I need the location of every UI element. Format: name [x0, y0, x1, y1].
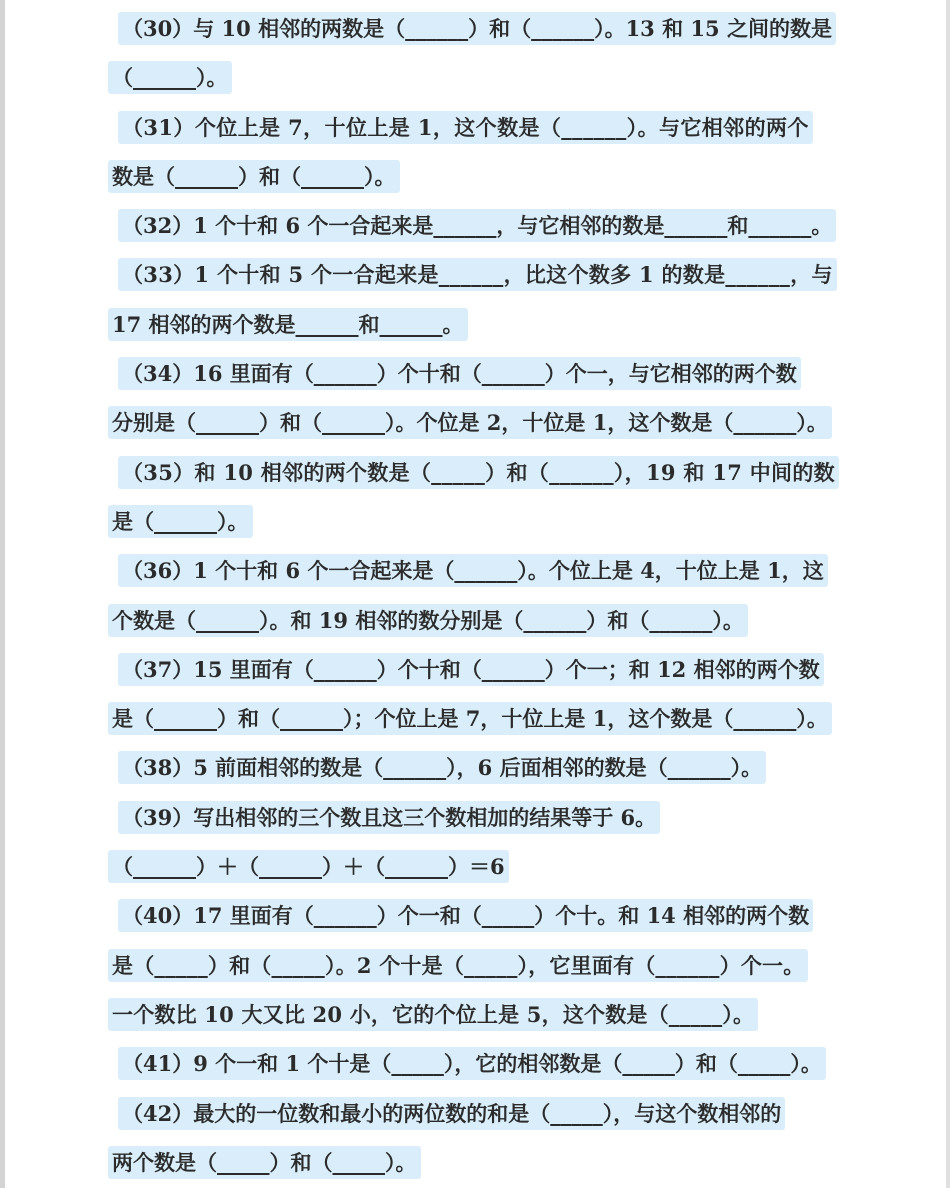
page-left-edge — [0, 0, 5, 1188]
question-38-line-1: （38）5 前面相邻的数是（______），6 后面相邻的数是（______）。 — [108, 743, 868, 792]
question-36-line-2: 个数是（______）。和 19 相邻的数分别是（______）和（______）。 — [108, 596, 868, 645]
question-41-line-1: （41）9 个一和 1 个十是（_____），它的相邻数是（_____）和（_____）。 — [108, 1039, 868, 1088]
question-34-line-2: 分别是（______）和（______）。个位是 2，十位是 1，这个数是（______）。 — [108, 398, 868, 447]
question-37-line-2: 是（______）和（______）；个位上是 7，十位上是 1，这个数是（______）。 — [108, 694, 868, 743]
question-40-line-2: 是（_____）和（_____）。2 个十是（_____），它里面有（______）个一。 — [108, 941, 868, 990]
question-36-line-1: （36）1 个十和 6 个一合起来是（______）。个位上是 4，十位上是 1，这 — [108, 546, 868, 595]
question-31-line-2: 数是（______）和（______）。 — [108, 152, 868, 201]
question-42-line-1: （42）最大的一位数和最小的两位数的和是（_____），与这个数相邻的 — [108, 1089, 868, 1138]
worksheet — [108, 4, 868, 1187]
question-39-equation: （______）＋（______）＋（______）＝6 — [108, 842, 868, 891]
question-39-line-1: （39）写出相邻的三个数且这三个数相加的结果等于 6。 — [108, 793, 868, 842]
question-35-line-1: （35）和 10 相邻的两个数是（_____）和（______），19 和 17 中间的数 — [108, 448, 868, 497]
question-30-line-1: （30）与 10 相邻的两数是（______）和（______）。13 和 15 之间的数是 — [108, 4, 868, 53]
question-33-line-2: 17 相邻的两个数是______和______。 — [108, 300, 868, 349]
question-35-line-2: 是（______）。 — [108, 497, 868, 546]
question-30-line-2: （______）。 — [108, 53, 868, 102]
question-33-line-1: （33）1 个十和 5 个一合起来是______，比这个数多 1 的数是______，与 — [108, 250, 868, 299]
question-31-line-1: （31）个位上是 7，十位上是 1，这个数是（______）。与它相邻的两个 — [108, 103, 868, 152]
page-right-edge — [946, 0, 950, 1188]
question-32-line-1: （32）1 个十和 6 个一合起来是______，与它相邻的数是______和______。 — [108, 201, 868, 250]
question-40-line-1: （40）17 里面有（______）个一和（_____）个十。和 14 相邻的两个数 — [108, 891, 868, 940]
question-34-line-1: （34）16 里面有（______）个十和（______）个一，与它相邻的两个数 — [108, 349, 868, 398]
question-40-line-3: 一个数比 10 大又比 20 小，它的个位上是 5，这个数是（_____）。 — [108, 990, 868, 1039]
question-42-line-2: 两个数是（_____）和（_____）。 — [108, 1138, 868, 1187]
question-37-line-1: （37）15 里面有（______）个十和（______）个一；和 12 相邻的两个数 — [108, 645, 868, 694]
